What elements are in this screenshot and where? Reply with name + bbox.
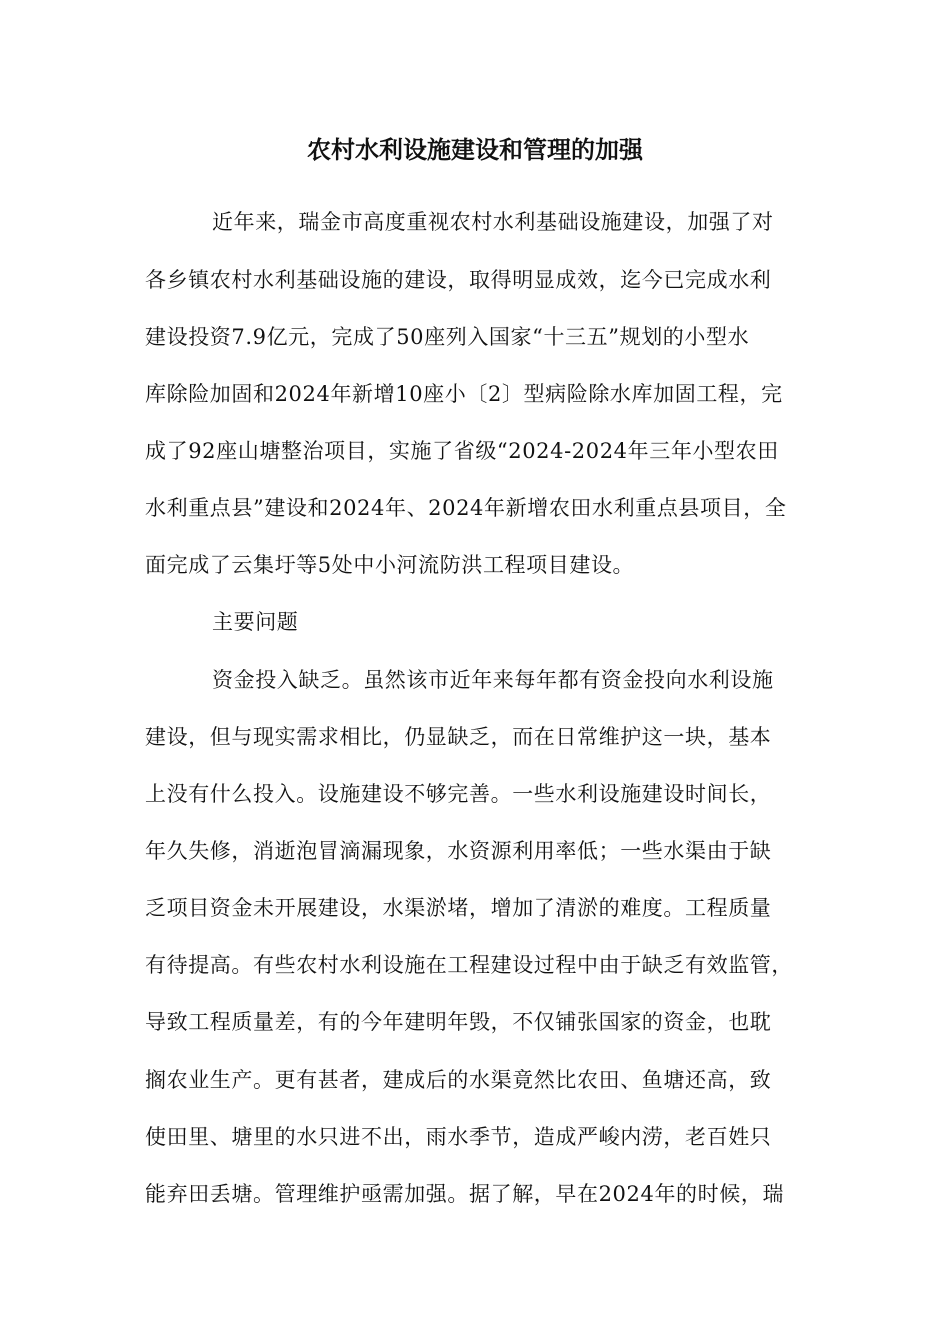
paragraph-line: 能弃田丢塘。管理维护亟需加强。据了解，早在2024年的时候，瑞	[145, 1182, 785, 1206]
paragraph-line: 导致工程质量差，有的今年建明年毁，不仅铺张国家的资金，也耽	[145, 1010, 772, 1034]
paragraph-line: 建设，但与现实需求相比，仍显缺乏，而在日常维护这一块，基本	[145, 725, 772, 749]
section-heading: 主要问题	[212, 610, 299, 634]
paragraph-line: 年久失修，消逝泡冒滴漏现象，水资源利用率低；一些水渠由于缺	[145, 839, 772, 863]
paragraph-line: 有待提高。有些农村水利设施在工程建设过程中由于缺乏有效监管，	[145, 953, 793, 977]
paragraph-line: 近年来，瑞金市高度重视农村水利基础设施建设，加强了对	[212, 210, 774, 234]
paragraph-line: 乏项目资金未开展建设，水渠淤堵，增加了清淤的难度。工程质量	[145, 896, 772, 920]
paragraph-line: 搁农业生产。更有甚者，建成后的水渠竟然比农田、鱼塘还高，致	[145, 1068, 772, 1092]
paragraph-line: 水利重点县”建设和2024年、2024年新增农田水利重点县项目，全	[145, 496, 787, 520]
paragraph-line: 各乡镇农村水利基础设施的建设，取得明显成效，迄今已完成水利	[145, 268, 772, 292]
paragraph-line: 使田里、塘里的水只进不出，雨水季节，造成严峻内涝，老百姓只	[145, 1125, 772, 1149]
paragraph-line: 库除险加固和2024年新增10座小〔2〕型病险除水库加固工程，完	[145, 382, 783, 406]
paragraph-line: 建设投资7.9亿元，完成了50座列入国家“十三五”规划的小型水	[145, 325, 750, 349]
paragraph-line: 面完成了云集圩等5处中小河流防洪工程项目建设。	[145, 553, 635, 577]
paragraph-line: 资金投入缺乏。虽然该市近年来每年都有资金投向水利设施	[212, 668, 774, 692]
document-title: 农村水利设施建设和管理的加强	[307, 135, 643, 164]
paragraph-line: 成了92座山塘整治项目，实施了省级“2024-2024年三年小型农田	[145, 439, 779, 463]
paragraph-line: 上没有什么投入。设施建设不够完善。一些水利设施建设时间长，	[145, 782, 772, 806]
